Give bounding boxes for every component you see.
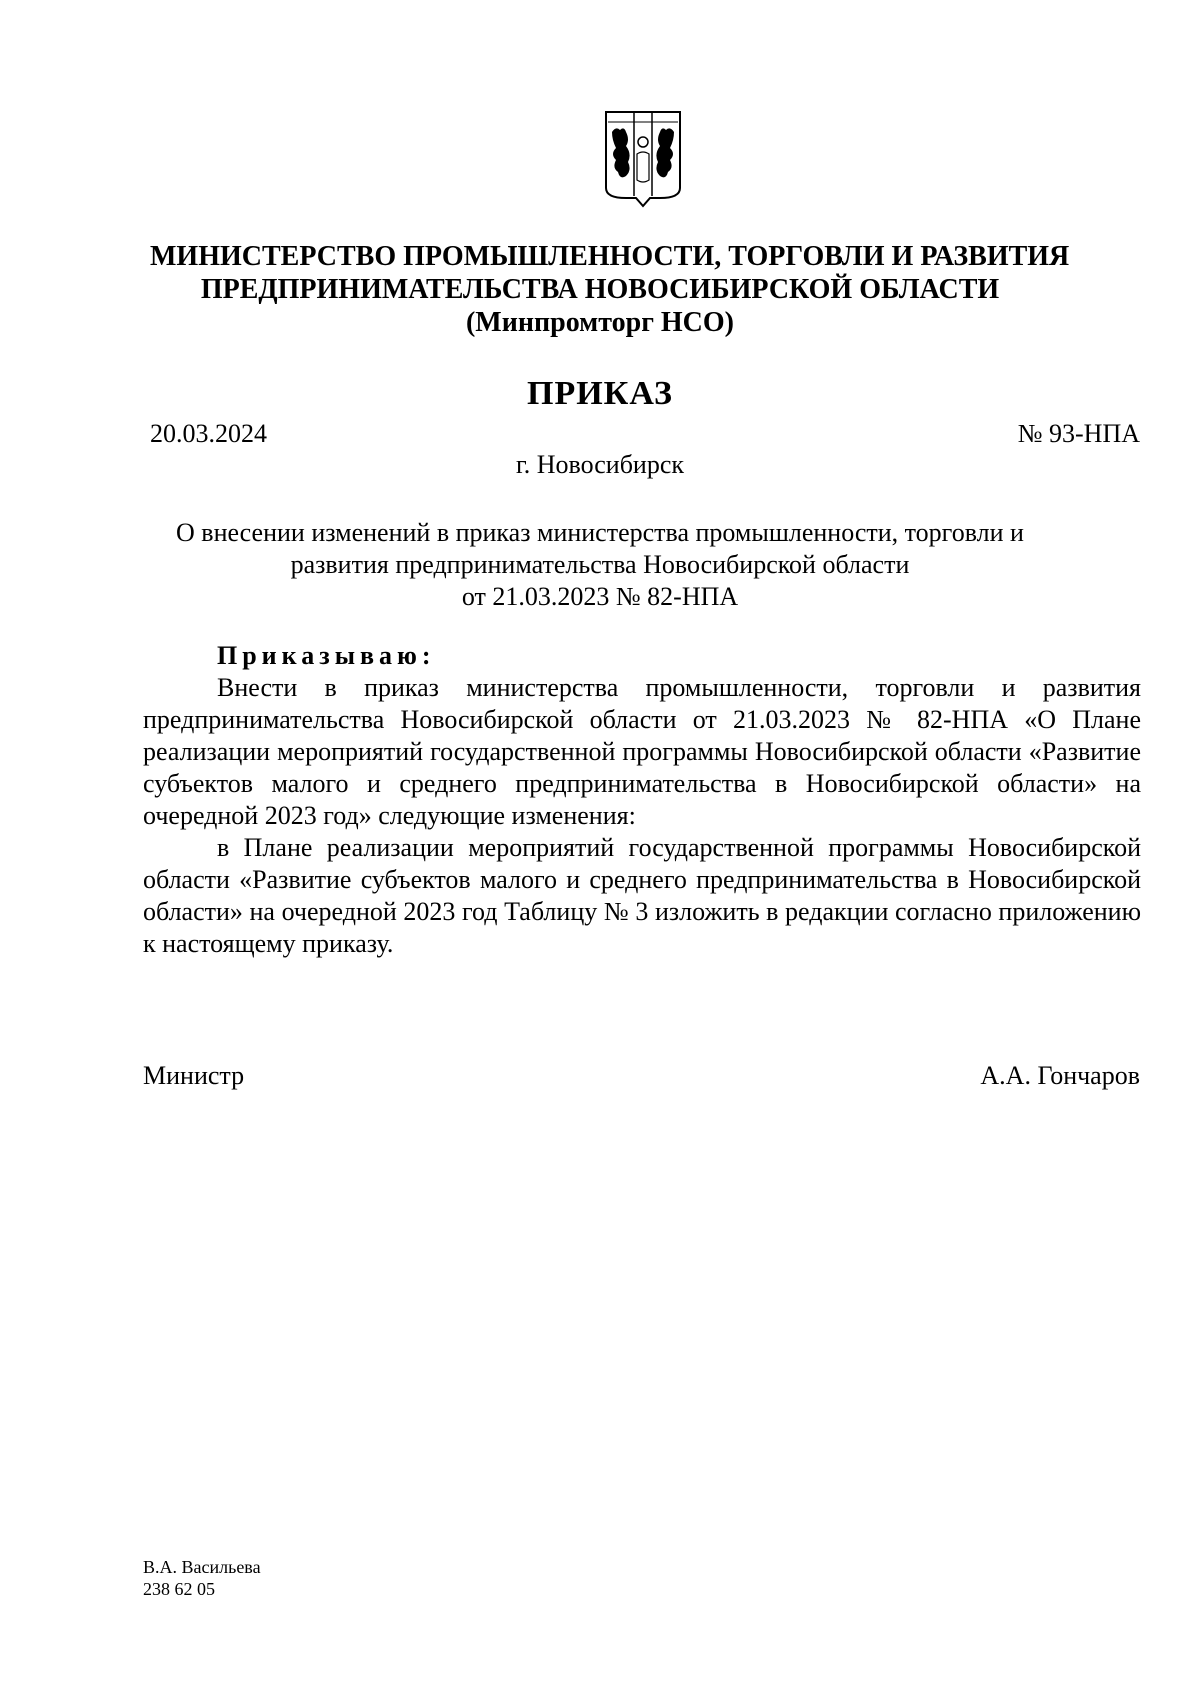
order-date: 20.03.2024 (150, 419, 267, 448)
order-number: № 93-НПА (1017, 419, 1140, 448)
order-city: г. Новосибирск (515, 450, 685, 479)
order-paragraph-1: Внести в приказ министерства промышленности, торговли и развития предпринимательства Новосибирской области от 21.03.2023 № 82-НПА «О Плане реализации мероприятий государственной программы Новосибирской области «Развитие субъектов малого и среднего предпринимательства в Новосибирской области» на очередной 2023 год» следующие изменения: (143, 673, 1141, 830)
order-paragraph-2: в Плане реализации мероприятий государственной программы Новосибирской области «Развитие субъектов малого и среднего предпринимательства в Новосибирской области» на очередной 2023 год Таблицу № 3 изложить в редакции согласно приложению к настоящему приказу. (143, 833, 1141, 958)
order-title: ПРИКАЗ (527, 375, 673, 412)
signatory-name: А.А. Гончаров (980, 1061, 1140, 1090)
order-body (143, 640, 1141, 960)
order-subject-line-3: от 21.03.2023 № 82-НПА (461, 582, 739, 611)
executor-name: В.А. Васильева (143, 1557, 261, 1577)
order-directive-word: Приказываю: (217, 641, 436, 670)
ministry-name-line-1: МИНИСТЕРСТВО ПРОМЫШЛЕННОСТИ, ТОРГОВЛИ И РАЗВИТИЯ (150, 241, 1070, 272)
ministry-short-name: (Минпромторг НСО) (465, 307, 735, 338)
executor-phone: 238 62 05 (143, 1579, 215, 1599)
novosibirsk-coat-of-arms-icon (604, 110, 682, 208)
order-subject-line-1: О внесении изменений в приказ министерства промышленности, торговли и (176, 518, 1024, 547)
ministry-name-line-2: ПРЕДПРИНИМАТЕЛЬСТВА НОВОСИБИРСКОЙ ОБЛАСТИ (200, 274, 1000, 305)
ministry-name (150, 240, 1070, 339)
signatory-position: Министр (143, 1061, 245, 1090)
executor-info (143, 1556, 261, 1600)
order-subject-line-2: развития предпринимательства Новосибирской области (290, 550, 910, 579)
order-subject (120, 517, 1080, 613)
